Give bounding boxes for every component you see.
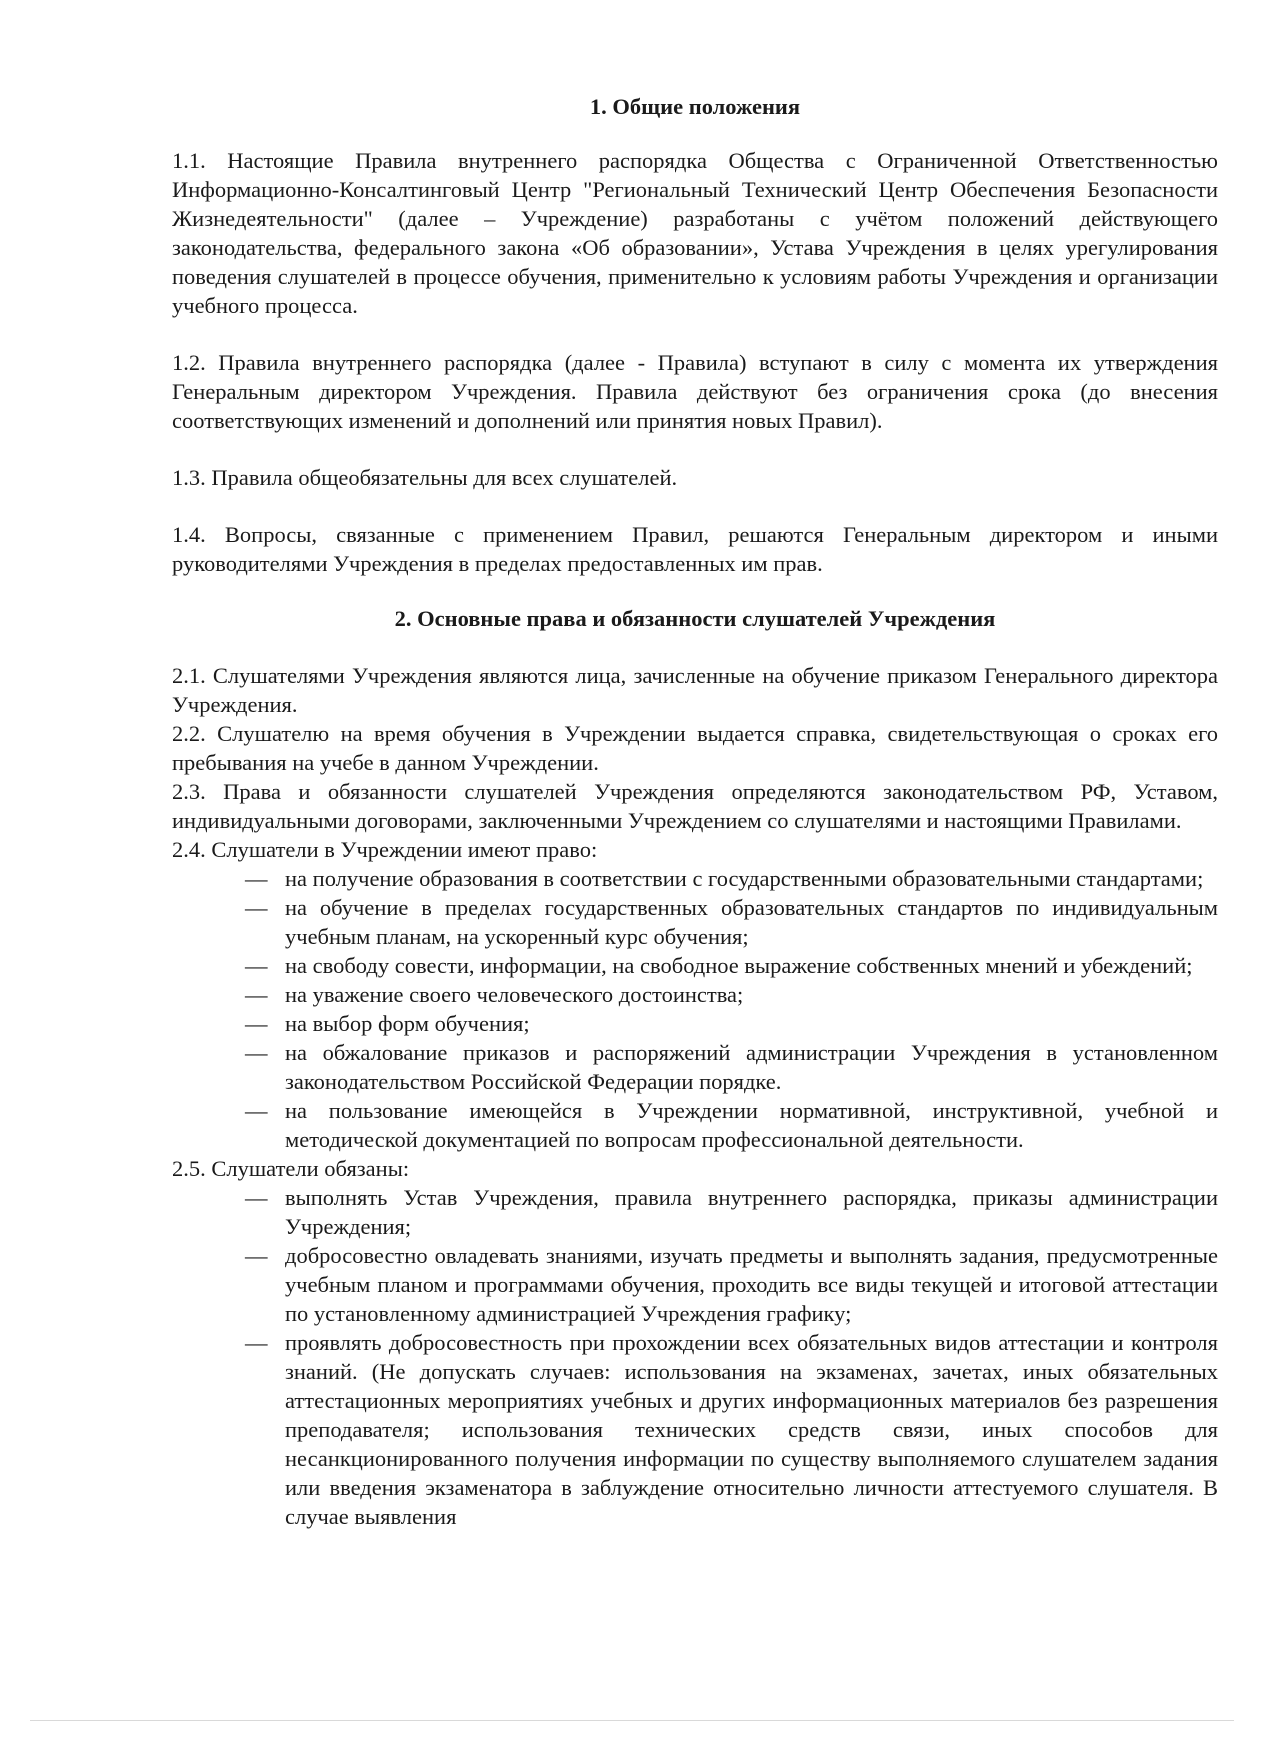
list-item-text: добросовестно овладевать знаниями, изучать предметы и выполнять задания, предусмотренные учебным планом и программами обучения, проходить все виды текущей и итоговой аттестации по установленному администрацией Учреждения графику; <box>285 1243 1218 1326</box>
paragraph-2-1: 2.1. Слушателями Учреждения являются лица, зачисленные на обучение приказом Генерального директора Учреждения. <box>172 663 1218 717</box>
list-item <box>172 1183 1218 1241</box>
paragraph-1-4: 1.4. Вопросы, связанные с применением Правил, решаются Генеральным директором и иными руководителями Учреждения в пределах предоставленных им прав. <box>172 522 1218 576</box>
document-page <box>172 92 1218 1531</box>
list-item-text: на обучение в пределах государственных образовательных стандартов по индивидуальным учебным планам, на ускоренный курс обучения; <box>285 895 1218 949</box>
list-item <box>172 1241 1218 1328</box>
dash-bullet: — <box>245 1040 268 1065</box>
dash-bullet: — <box>245 1243 268 1268</box>
section-1-heading: 1. Общие положения <box>589 94 801 119</box>
dash-bullet: — <box>245 1098 268 1123</box>
list-item <box>172 1009 1218 1038</box>
list-item-text: проявлять добросовестность при прохождении всех обязательных видов аттестации и контроля знаний. (Не допускать случаев: использования на экзаменах, зачетах, иных обязательных аттестационных мероприятиях учебных и других информационных материалов без разрешения преподавателя; использования технических средств связи, иных способов для несанкционированного получения информации по существу выполняемого слушателем задания или введения экзаменатора в заблуждение относительно личности аттестуемого слушателя. В случае выявления <box>285 1330 1218 1529</box>
list-item <box>172 1096 1218 1154</box>
list-item <box>172 980 1218 1009</box>
paragraph-2-5: 2.5. Слушатели обязаны: <box>172 1156 410 1181</box>
duties-list <box>172 1183 1218 1531</box>
paragraph-2-3: 2.3. Права и обязанности слушателей Учреждения определяются законодательством РФ, Уставом, индивидуальными договорами, заключенными Учреждением со слушателями и настоящими Правилами. <box>172 779 1218 833</box>
scan-edge-divider <box>30 1720 1234 1721</box>
dash-bullet: — <box>245 1011 268 1036</box>
list-item <box>172 893 1218 951</box>
list-item-text: выполнять Устав Учреждения, правила внутреннего распорядка, приказы администрации Учреждения; <box>285 1185 1218 1239</box>
section-2-heading: 2. Основные права и обязанности слушателей Учреждения <box>394 606 996 631</box>
list-item-text: на получение образования в соответствии с государственными образовательными стандартами; <box>285 866 1204 891</box>
list-item <box>172 1328 1218 1531</box>
rights-list <box>172 864 1218 1154</box>
list-item-text: на уважение своего человеческого достоинства; <box>285 982 744 1007</box>
list-item <box>172 951 1218 980</box>
list-item-text: на пользование имеющейся в Учреждении нормативной, инструктивной, учебной и методической документацией по вопросам профессиональной деятельности. <box>285 1098 1218 1152</box>
dash-bullet: — <box>245 1185 268 1210</box>
list-item-text: на обжалование приказов и распоряжений администрации Учреждения в установленном законодательством Российской Федерации порядке. <box>285 1040 1218 1094</box>
paragraph-2-2: 2.2. Слушателю на время обучения в Учреждении выдается справка, свидетельствующая о сроках его пребывания на учебе в данном Учреждении. <box>172 721 1218 775</box>
paragraph-1-2: 1.2. Правила внутреннего распорядка (далее - Правила) вступают в силу с момента их утверждения Генеральным директором Учреждения. Правила действуют без ограничения срока (до внесения соответствующих изменений и дополнений или принятия новых Правил). <box>172 350 1218 433</box>
dash-bullet: — <box>245 982 268 1007</box>
paragraph-1-3: 1.3. Правила общеобязательны для всех слушателей. <box>172 465 678 490</box>
dash-bullet: — <box>245 953 268 978</box>
dash-bullet: — <box>245 895 268 920</box>
dash-bullet: — <box>245 1330 268 1355</box>
paragraph-1-1: 1.1. Настоящие Правила внутреннего распорядка Общества с Ограниченной Ответственностью Информационно-Консалтинговый Центр "Региональный Технический Центр Обеспечения Безопасности Жизнедеятельности" (далее – Учреждение) разработаны с учётом положений действующего законодательства, федерального закона «Об образовании», Устава Учреждения в целях урегулирования поведения слушателей в процессе обучения, применительно к условиям работы Учреждения и организации учебного процесса. <box>172 148 1218 318</box>
dash-bullet: — <box>245 866 268 891</box>
list-item <box>172 1038 1218 1096</box>
list-item <box>172 864 1218 893</box>
list-item-text: на свободу совести, информации, на свободное выражение собственных мнений и убеждений; <box>285 953 1193 978</box>
list-item-text: на выбор форм обучения; <box>285 1011 530 1036</box>
paragraph-2-4: 2.4. Слушатели в Учреждении имеют право: <box>172 837 598 862</box>
